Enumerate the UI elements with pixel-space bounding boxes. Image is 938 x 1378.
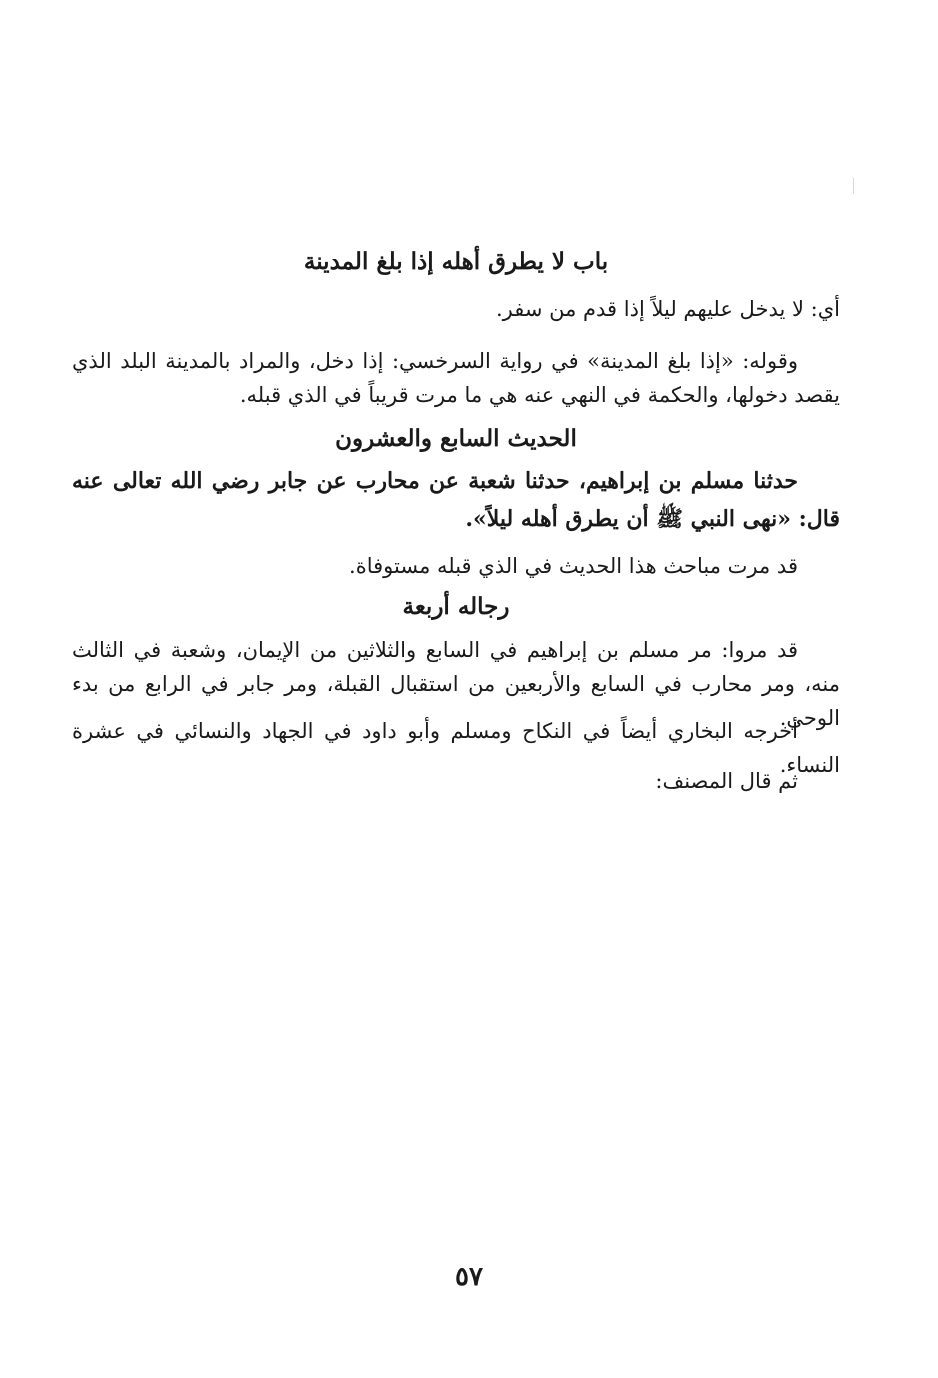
- closing-text: ثم قال المصنف:: [655, 769, 798, 793]
- hadith-heading: الحديث السابع والعشرون: [335, 425, 577, 452]
- chapter-title: باب لا يطرق أهله إذا بلغ المدينة: [303, 248, 609, 275]
- commentary-text: وقوله: «إذا بلغ المدينة» في رواية السرخسي: إذا دخل، والمراد بالمدينة البلد الذي يقصد دخولها، والحكمة في النهي عنه هي ما مرت قريباً في الذي قبله.: [72, 349, 840, 407]
- scan-edge-mark: [853, 178, 854, 194]
- discussion-text: قد مرت مباحث هذا الحديث في الذي قبله مستوفاة.: [349, 554, 798, 578]
- page-number: ٥٧: [455, 1262, 483, 1292]
- intro-paragraph: [72, 292, 840, 326]
- hadith-text: حدثنا مسلم بن إبراهيم، حدثنا شعبة عن محارب عن جابر رضي الله تعالى عنه قال: «نهى النبي ﷺ أن يطرق أهله ليلاً».: [72, 468, 840, 532]
- commentary-paragraph: [72, 344, 840, 412]
- takhrij-text: أخرجه البخاري أيضاً في النكاح ومسلم وأبو داود في الجهاد والنسائي في عشرة النساء.: [72, 719, 840, 777]
- closing-paragraph: [72, 764, 840, 798]
- narrators-text: قد مروا: مر مسلم بن إبراهيم في السابع والثلاثين من الإيمان، وشعبة في الثالث منه، ومر محارب في السابع والأربعين من استقبال القبلة، ومر جابر في الرابع من بدء الوحي.: [72, 638, 840, 730]
- hadith-paragraph: [72, 462, 840, 538]
- intro-text: أي: لا يدخل عليهم ليلاً إذا قدم من سفر.: [495, 297, 840, 321]
- narrators-heading: رجاله أربعة: [402, 593, 510, 620]
- discussion-paragraph: [72, 549, 840, 583]
